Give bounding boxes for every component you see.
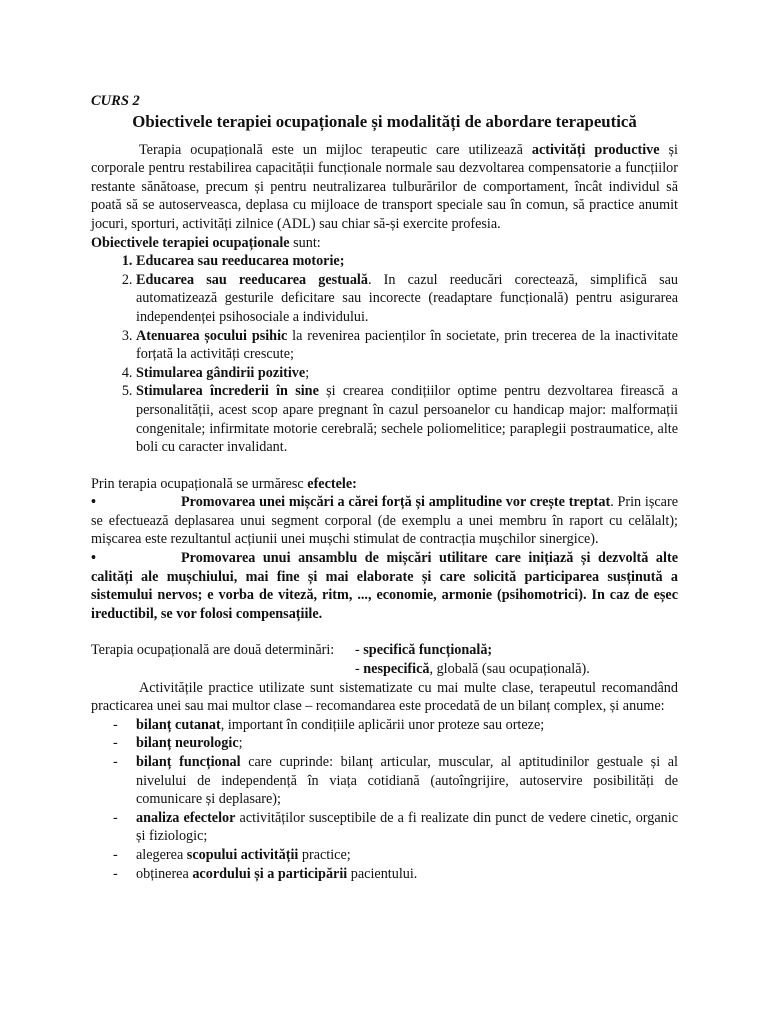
bullet-icon: • [91,550,96,567]
assessment-text: practice; [298,846,351,863]
objectives-heading-bold: Obiectivele terapiei ocupaționale [91,234,290,251]
assessment-item-3 [113,753,678,809]
effects-intro-bold: efectele: [307,475,357,492]
assessment-bold: scopului activității [186,846,299,863]
objective-item-5 [136,382,678,456]
objective-item-4 [136,364,678,383]
assessment-text: care cuprinde: bilanț articular, muscular, al aptitudinilor gestuale și al nivelului de independență în viața cotidiană (autoîngrijire, autoservire posibilități de comunicare și deplasare); [136,754,678,808]
determinations-row-2 [91,660,678,679]
assessment-text: , important în condițiile aplicării unor proteze sau orteze; [220,716,545,733]
objective-text: la revenirea pacienților în societate, prin trecerea de la inactivitate forțată la activități crescute; [136,327,678,363]
effect-paragraph [91,493,678,549]
objective-text: și crearea condițiilor optime pentru dezvoltarea firească a personalității, acest scop apare pregnant în cazul persoanelor cu handicap major: malformații congenitale; infirmitate motorie cerebrală; sechele poliomelitice; paraplegii postraumatice, alte boli cu caracter invalidant. [136,383,678,456]
objectives-heading [91,234,678,253]
dash-marker: - [113,846,118,863]
determinations-lead-spacer [91,660,355,679]
intro-bold: activități productive [531,141,660,158]
assessment-bold: bilanț neurologic [136,735,239,752]
intro-text-1: Terapia ocupațională este un mijloc terapeutic care utilizează [139,141,532,158]
dash-marker: - [113,716,118,733]
dash-prefix: - [355,642,364,659]
assessment-pre: alegerea [136,846,187,863]
determinations-lead: Terapia ocupațională are două determinări: [91,642,335,659]
objective-item-1 [136,252,678,271]
assessment-bold: analiza efectelor [136,809,236,826]
effects-intro [91,475,678,494]
dash-marker: - [113,809,118,826]
spacer [91,457,678,475]
objective-bold: Stimularea încrederii în sine [136,383,319,400]
effect-bold: Promovarea unei mișcări a cărei forță și amplitudine vor crește treptat [181,494,611,511]
dash-marker: - [113,735,118,752]
objectives-list [91,252,678,457]
determination-nonspecific-bold: nespecifică [363,661,430,678]
assessment-list [91,716,678,883]
effect-item-1 [91,493,678,549]
dash-prefix: - [355,661,364,678]
assessment-item-4 [113,809,678,846]
effects-intro-text: Prin terapia ocupațională se urmăresc [91,475,308,492]
objectives-heading-rest: sunt: [289,234,321,251]
objective-item-3 [136,327,678,364]
effect-bold: Promovarea unui ansamblu de mișcări utilitare care inițiază și dezvoltă alte calități ale mușchiului, mai fine și mai elaborate și care solicită participarea susținută a sistemului nervos; e vorba de viteză, ritm, ..., economie, armonie (psihomotrici). In caz de eșec ireductibil, se vor folosi compensațiile. [91,550,678,622]
assessment-bold: acordului și a participării [192,865,348,882]
document-page [91,92,678,883]
objective-bold: Educarea sau reeducarea motorie; [136,253,345,270]
assessment-text: pacientului. [347,865,418,882]
activities-paragraph: Activitățile practice utilizate sunt sistematizate cu mai multe clase, terapeutul recomandând practicarea unei sau mai multor clase – recomandarea este procedată de un bilanț complex, și anume: [91,679,678,715]
assessment-item-2 [113,734,678,753]
assessment-text: ; [238,735,243,752]
objective-text: . In cazul reeducări corectează, simplifică sau automatizează gesturile deficitare sau incorecte (readaptare funcțională) pentru asigurarea independenței psihosociale a individului. [136,271,679,325]
assessment-item-5 [113,846,678,865]
document-title: Obiectivele terapiei ocupaționale și modalități de abordare terapeutică [132,111,637,131]
objective-bold: Atenuarea șocului psihic [136,327,288,344]
effect-item-2 [91,549,678,623]
effect-paragraph [91,549,678,623]
dash-marker: - [113,865,118,882]
assessment-pre: obținerea [136,865,193,882]
intro-text-2: și corporale pentru restabilirea capacității funcționale normale sau dezvoltarea compensatorie a funcțiilor restante sănătoase, precum și pentru neutralizarea tulburărilor de comportament, încât individul să poată să se autoserveasca, deplasa cu mijloace de transport speciale sau în comun, să practice anumit jocuri, sporturi, activități zilnice (ADL) sau chiar să-și exercite profesia. [91,141,678,232]
objective-text: ; [305,364,310,381]
course-label: CURS 2 [91,93,140,109]
bullet-icon: • [91,494,96,511]
assessment-item-6 [113,865,678,884]
objective-bold: Stimularea gândirii pozitive [136,364,306,381]
determination-specific-bold: specifică funcțională; [363,642,493,659]
assessment-bold: bilanț funcțional [136,754,241,770]
spacer [91,623,678,641]
objective-item-2 [136,271,678,327]
objective-bold: Educarea sau reeducarea gestuală [136,271,368,288]
assessment-bold: bilanț cutanat [136,716,221,733]
determination-nonspecific-text: , globală (sau ocupațională). [429,661,590,678]
assessment-item-1 [113,716,678,735]
determination-specific [355,641,678,660]
effect-text: . Prin ișcare se efectuează deplasarea unui segment corporal (de exemplu a unei membru în raport cu celălalt); mișcarea este rezultantul acțiunii unei mușchi stimulat de contracția mușchilor sinergice). [91,494,678,548]
dash-marker: - [113,754,118,770]
intro-paragraph [91,141,678,234]
determinations-row-1 [91,641,678,660]
assessment-text: activităților susceptibile de a fi realizate din punct de vedere cinetic, organic și fiziologic; [136,809,678,845]
determination-nonspecific [355,660,678,679]
